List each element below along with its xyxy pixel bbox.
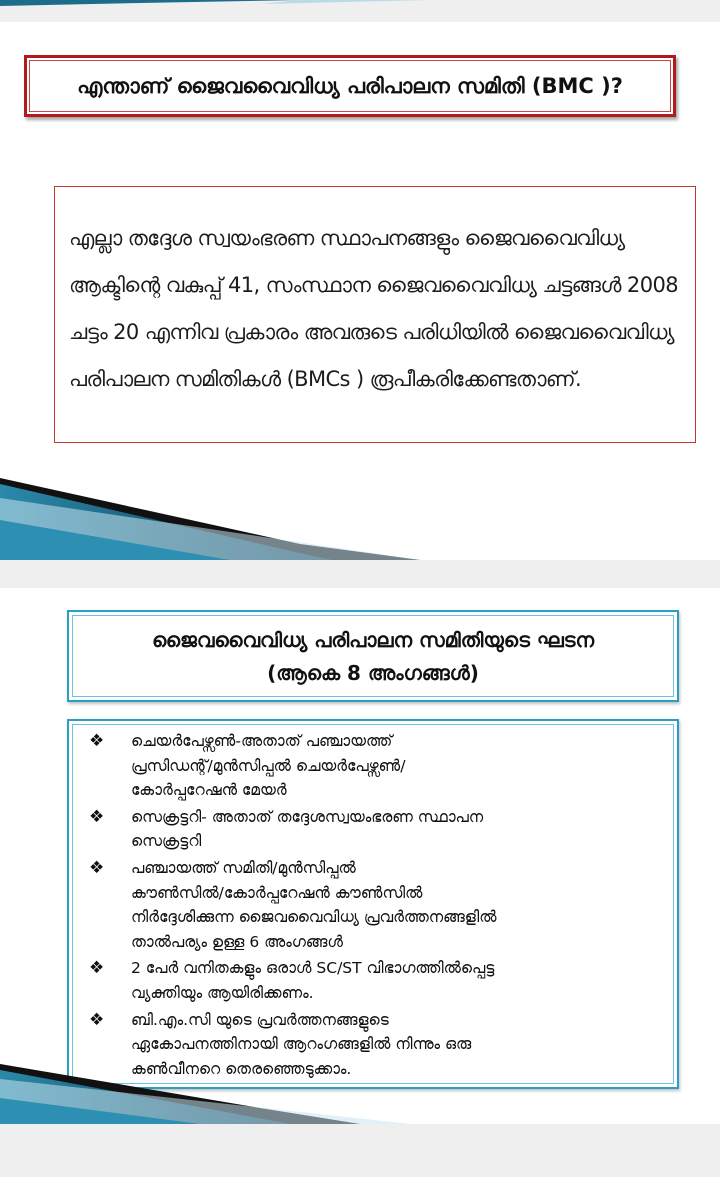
- slide2-title-line1: ജൈവവൈവിധ്യ പരിപാലന സമിതിയുടെ ഘടന: [151, 628, 595, 652]
- body-line: എല്ലാ തദ്ദേശ സ്വയംഭരണ സ്ഥാപനങ്ങളും ജൈവവൈവിധ്യ: [69, 226, 625, 250]
- list-item-line: സെക്രട്ടറി: [131, 832, 202, 851]
- slide1-corner-decoration: [0, 440, 720, 560]
- list-item-line: 2 പേർ വനിതകളും ഒരാൾ SC/ST വിഭാഗത്തിൽപ്പെട്ട: [131, 959, 495, 978]
- list-item-line: പഞ്ചായത്ത് സമിതി/മുൻസിപ്പൽ: [131, 858, 356, 877]
- list-item-line: കൗൺസിൽ/കോർപ്പറേഷൻ കൗൺസിൽ: [131, 883, 423, 902]
- diamond-bullet-icon: ❖: [89, 731, 105, 751]
- slide2-title: [67, 610, 679, 702]
- list-item-line: ചെയർപേഴ്സൺ-അതാത് പഞ്ചായത്ത്: [131, 732, 393, 750]
- slide-bmc-composition: [0, 588, 720, 1124]
- slide-bmc-definition: [0, 22, 720, 560]
- list-item-line: കൺവീനറെ തെരഞ്ഞെടുക്കാം.: [131, 1059, 352, 1078]
- list-item: [89, 729, 669, 803]
- slide2-corner-decoration: [0, 1024, 720, 1124]
- diamond-bullet-icon: ❖: [89, 1009, 105, 1030]
- previous-slide-decoration: [0, 0, 720, 24]
- body-line: പരിപാലന സമിതികൾ (BMCs ) രൂപീകരിക്കേണ്ടതാണ്.: [69, 367, 582, 391]
- body-line: ആക്ടിന്റെ വകുപ്പ് 41, സംസ്ഥാന ജൈവവൈവിധ്യ ചട്ടങ്ങൾ 2008: [69, 273, 678, 297]
- body-line: ചട്ടം 20 എന്നിവ പ്രകാരം അവരുടെ പരിധിയിൽ ജൈവവൈവിധ്യ: [69, 320, 674, 344]
- diamond-bullet-icon: ❖: [89, 806, 105, 827]
- slide1-body-text: [54, 186, 696, 443]
- list-item-line: ബി.എം.സി യുടെ പ്രവർത്തനങ്ങളുടെ: [131, 1010, 389, 1029]
- list-item-line: പ്രസിഡന്റ്/മുൻസിപ്പൽ ചെയർപേഴ്സൺ/: [131, 756, 406, 775]
- list-item-line: വ്യക്തിയും ആയിരിക്കണം.: [131, 983, 314, 1002]
- list-item-line: കോർപ്പറേഷൻ മേയർ: [131, 781, 287, 800]
- list-item-line: ഏകോപനത്തിനായി ആറംഗങ്ങളിൽ നിന്നും ഒരു: [131, 1035, 472, 1054]
- list-item-line: താൽപര്യം ഉള്ള 6 അംഗങ്ങൾ: [131, 932, 343, 951]
- diamond-bullet-icon: ❖: [89, 857, 105, 878]
- slide2-title-line2: (ആകെ 8 അംഗങ്ങൾ): [267, 661, 479, 685]
- list-item-line: നിർദ്ദേശിക്കുന്ന ജൈവവൈവിധ്യ പ്രവർത്തനങ്ങളിൽ: [131, 908, 497, 927]
- diamond-bullet-icon: ❖: [89, 958, 105, 979]
- list-item: [89, 856, 669, 954]
- list-item: [89, 956, 669, 1005]
- list-item: [89, 805, 669, 854]
- slide1-title: എന്താണ് ജൈവവൈവിധ്യ പരിപാലന സമിതി (BMC )?: [24, 55, 676, 117]
- list-item-line: സെക്രട്ടറി- അതാത് തദ്ദേശസ്വയംഭരണ സ്ഥാപന: [131, 807, 484, 826]
